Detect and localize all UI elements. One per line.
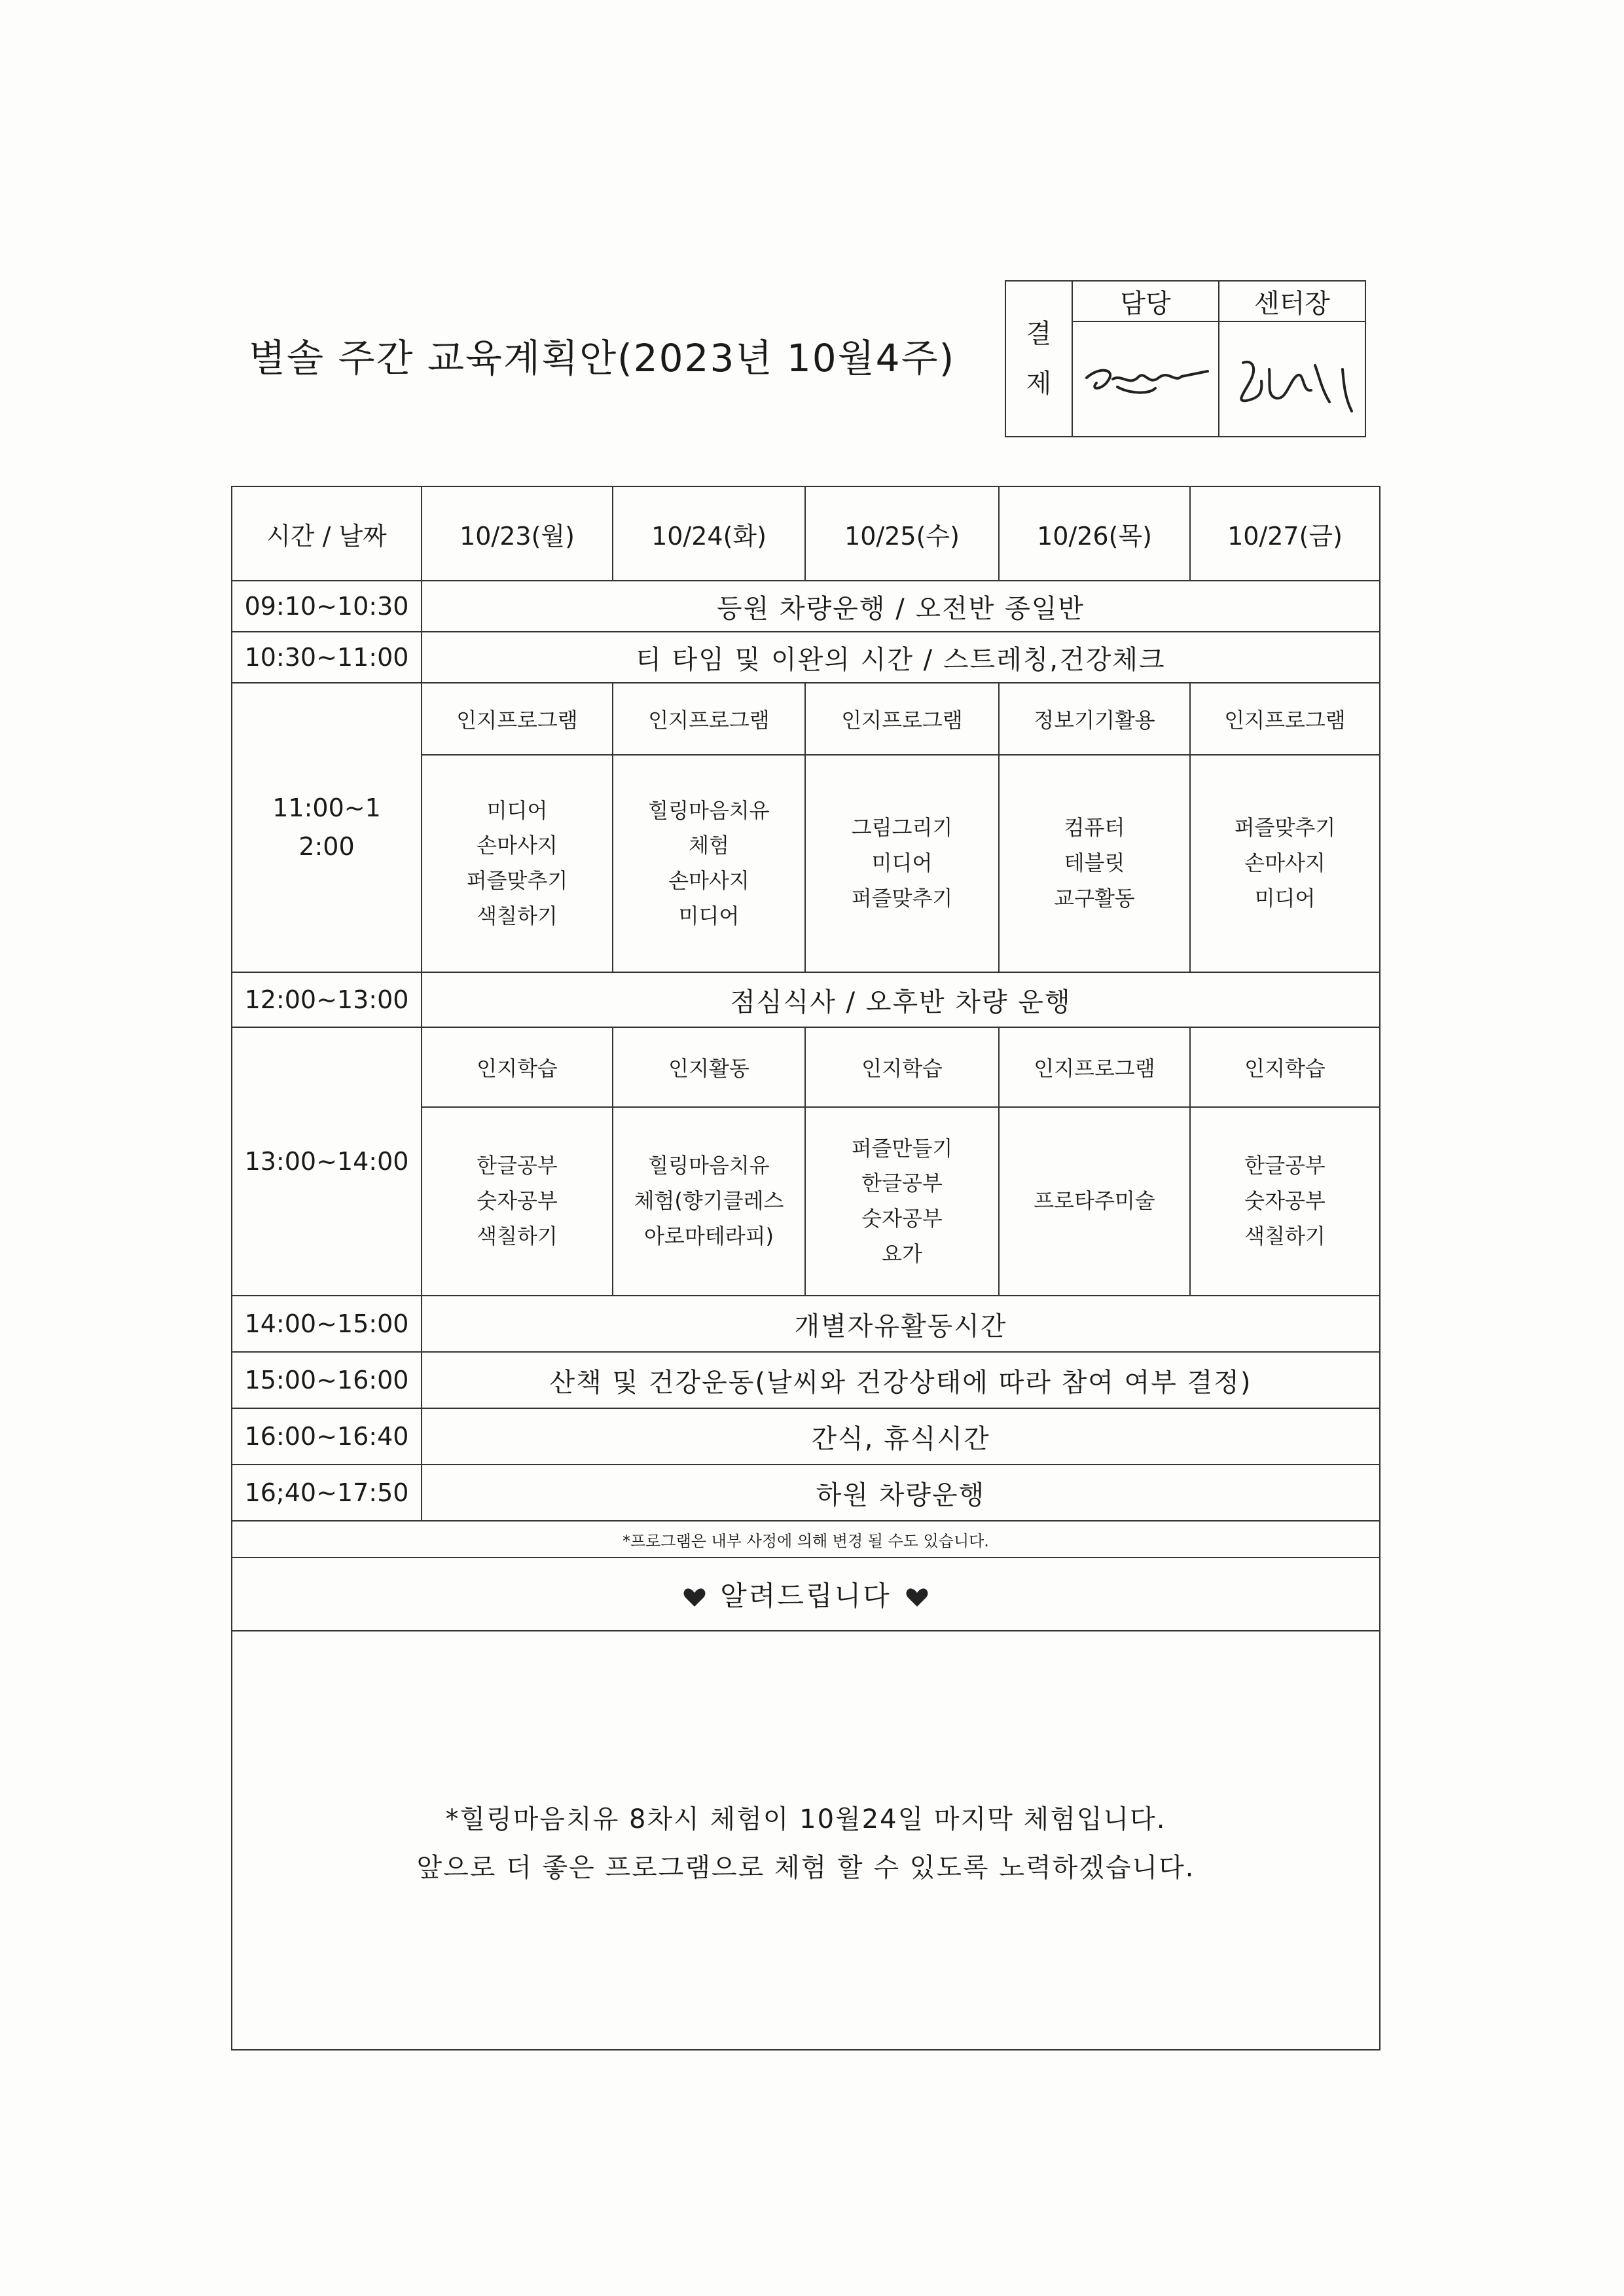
approval-box xyxy=(1005,280,1366,437)
approval-label-bottom: 제 xyxy=(1026,369,1052,399)
day-header: 10/26(목) xyxy=(999,486,1190,581)
table-row xyxy=(232,1352,1380,1408)
activity-cell: 개별자유활동시간 xyxy=(422,1296,1380,1352)
page-title: 별솔 주간 교육계획안(2023년 10월4주) xyxy=(249,336,956,380)
activity-item: 체험(향기클레스 xyxy=(634,1188,784,1214)
table-row xyxy=(232,972,1380,1027)
activities-cell xyxy=(999,755,1190,972)
activity-item: 숫자공부 xyxy=(861,1206,943,1231)
table-row xyxy=(232,581,1380,632)
activities-cell xyxy=(422,1107,613,1296)
approval-manager-header: 담당 xyxy=(1072,281,1219,321)
category-cell: 인지학습 xyxy=(422,1027,613,1107)
approval-label xyxy=(1005,281,1072,437)
notice-title: 알려드립니다 xyxy=(720,1580,892,1612)
activity-item: 한글공부 xyxy=(477,1153,558,1178)
activity-item: 퍼즐맞추기 xyxy=(1234,815,1336,841)
notice-body-row xyxy=(232,1631,1380,2050)
activity-item: 미디어 xyxy=(486,797,548,823)
heart-icon xyxy=(906,1582,928,1614)
category-cell: 인지학습 xyxy=(1190,1027,1380,1107)
activity-item: 색칠하기 xyxy=(477,1223,558,1248)
notice-title-row xyxy=(232,1558,1380,1631)
activity-item: 힐링마음치유 xyxy=(648,1153,770,1178)
activities-cell xyxy=(805,755,999,972)
category-cell: 인지프로그램 xyxy=(805,683,999,755)
table-row xyxy=(232,632,1380,683)
time-line: 2:00 xyxy=(298,832,355,861)
time-cell: 15:00~16:00 xyxy=(232,1352,422,1408)
notice-body xyxy=(232,1631,1380,2050)
time-cell: 12:00~13:00 xyxy=(232,972,422,1027)
table-row xyxy=(232,683,1380,755)
activities-cell xyxy=(1190,1107,1380,1296)
category-cell: 인지프로그램 xyxy=(422,683,613,755)
time-cell xyxy=(232,683,422,972)
category-cell: 인지프로그램 xyxy=(613,683,805,755)
weekly-plan-table xyxy=(231,486,1380,2050)
manager-signature xyxy=(1072,321,1219,437)
activity-item: 한글공부 xyxy=(861,1171,943,1196)
time-date-header: 시간 / 날짜 xyxy=(232,486,422,581)
time-cell: 10:30~11:00 xyxy=(232,632,422,683)
activity-cell: 티 타임 및 이완의 시간 / 스트레칭,건강체크 xyxy=(422,632,1380,683)
time-cell: 13:00~14:00 xyxy=(232,1027,422,1296)
category-cell: 인지활동 xyxy=(613,1027,805,1107)
activity-item: 힐링마음치유 xyxy=(648,797,770,823)
header-row xyxy=(232,486,1380,581)
category-cell: 정보기기활용 xyxy=(999,683,1190,755)
footnote: *프로그램은 내부 사정에 의해 변경 될 수도 있습니다. xyxy=(232,1521,1380,1558)
time-cell: 14:00~15:00 xyxy=(232,1296,422,1352)
activities-cell xyxy=(1190,755,1380,972)
activity-item: 미디어 xyxy=(871,850,933,876)
day-header: 10/23(월) xyxy=(422,486,613,581)
heart-icon xyxy=(683,1582,706,1614)
activity-item: 그림그리기 xyxy=(851,815,953,841)
signature-icon xyxy=(1077,340,1214,418)
category-cell: 인지학습 xyxy=(805,1027,999,1107)
activity-item: 색칠하기 xyxy=(477,903,558,928)
approval-label-top: 결 xyxy=(1026,319,1052,349)
activity-item: 한글공부 xyxy=(1244,1153,1326,1178)
activities-cell xyxy=(613,1107,805,1296)
activity-item: 숫자공부 xyxy=(1244,1188,1326,1214)
activity-item: 프로타주미술 xyxy=(1034,1188,1155,1214)
activity-item: 손마사지 xyxy=(477,833,558,858)
notice-line: *힐링마음치유 8차시 체험이 10월24일 마지막 체험입니다. xyxy=(445,1804,1166,1834)
notice-line: 앞으로 더 좋은 프로그램으로 체험 할 수 있도록 노력하겠습니다. xyxy=(416,1853,1195,1883)
activity-item: 미디어 xyxy=(678,903,740,928)
director-signature xyxy=(1219,321,1365,437)
activity-cell: 점심식사 / 오후반 차량 운행 xyxy=(422,972,1380,1027)
table-row xyxy=(232,1027,1380,1107)
activities-cell xyxy=(999,1107,1190,1296)
activity-item: 손마사지 xyxy=(1244,850,1326,876)
activities-cell xyxy=(613,755,805,972)
table-row xyxy=(232,1465,1380,1521)
activities-cell xyxy=(422,755,613,972)
activity-item: 요가 xyxy=(882,1241,922,1266)
table-row xyxy=(232,1296,1380,1352)
category-cell: 인지프로그램 xyxy=(999,1027,1190,1107)
activity-item: 테블릿 xyxy=(1064,850,1125,876)
category-cell: 인지프로그램 xyxy=(1190,683,1380,755)
signature-icon xyxy=(1223,330,1361,428)
activity-item: 미디어 xyxy=(1254,885,1316,911)
time-cell: 16;40~17:50 xyxy=(232,1465,422,1521)
activity-item: 아로마테라피) xyxy=(644,1223,774,1248)
activity-cell: 등원 차량운행 / 오전반 종일반 xyxy=(422,581,1380,632)
activity-item: 퍼즐맞추기 xyxy=(466,868,568,893)
activity-item: 색칠하기 xyxy=(1244,1223,1326,1248)
activity-item: 퍼즐맞추기 xyxy=(851,885,953,911)
footnote-row xyxy=(232,1521,1380,1558)
table-row xyxy=(232,1408,1380,1465)
activity-cell: 산책 및 건강운동(날씨와 건강상태에 따라 참여 여부 결정) xyxy=(422,1352,1380,1408)
activity-cell: 간식, 휴식시간 xyxy=(422,1408,1380,1465)
activity-item: 교구활동 xyxy=(1054,885,1135,911)
time-line: 11:00~1 xyxy=(272,793,381,823)
approval-director-header: 센터장 xyxy=(1219,281,1365,321)
activity-item: 숫자공부 xyxy=(477,1188,558,1214)
activity-item: 컴퓨터 xyxy=(1064,815,1125,841)
time-cell: 09:10~10:30 xyxy=(232,581,422,632)
activities-cell xyxy=(805,1107,999,1296)
activity-item: 퍼즐만들기 xyxy=(851,1135,953,1161)
activity-item: 체험 xyxy=(689,833,729,858)
day-header: 10/24(화) xyxy=(613,486,805,581)
day-header: 10/27(금) xyxy=(1190,486,1380,581)
time-cell: 16:00~16:40 xyxy=(232,1408,422,1465)
day-header: 10/25(수) xyxy=(805,486,999,581)
notice-title-cell xyxy=(232,1558,1380,1631)
activity-cell: 하원 차량운행 xyxy=(422,1465,1380,1521)
activity-item: 손마사지 xyxy=(668,868,749,893)
